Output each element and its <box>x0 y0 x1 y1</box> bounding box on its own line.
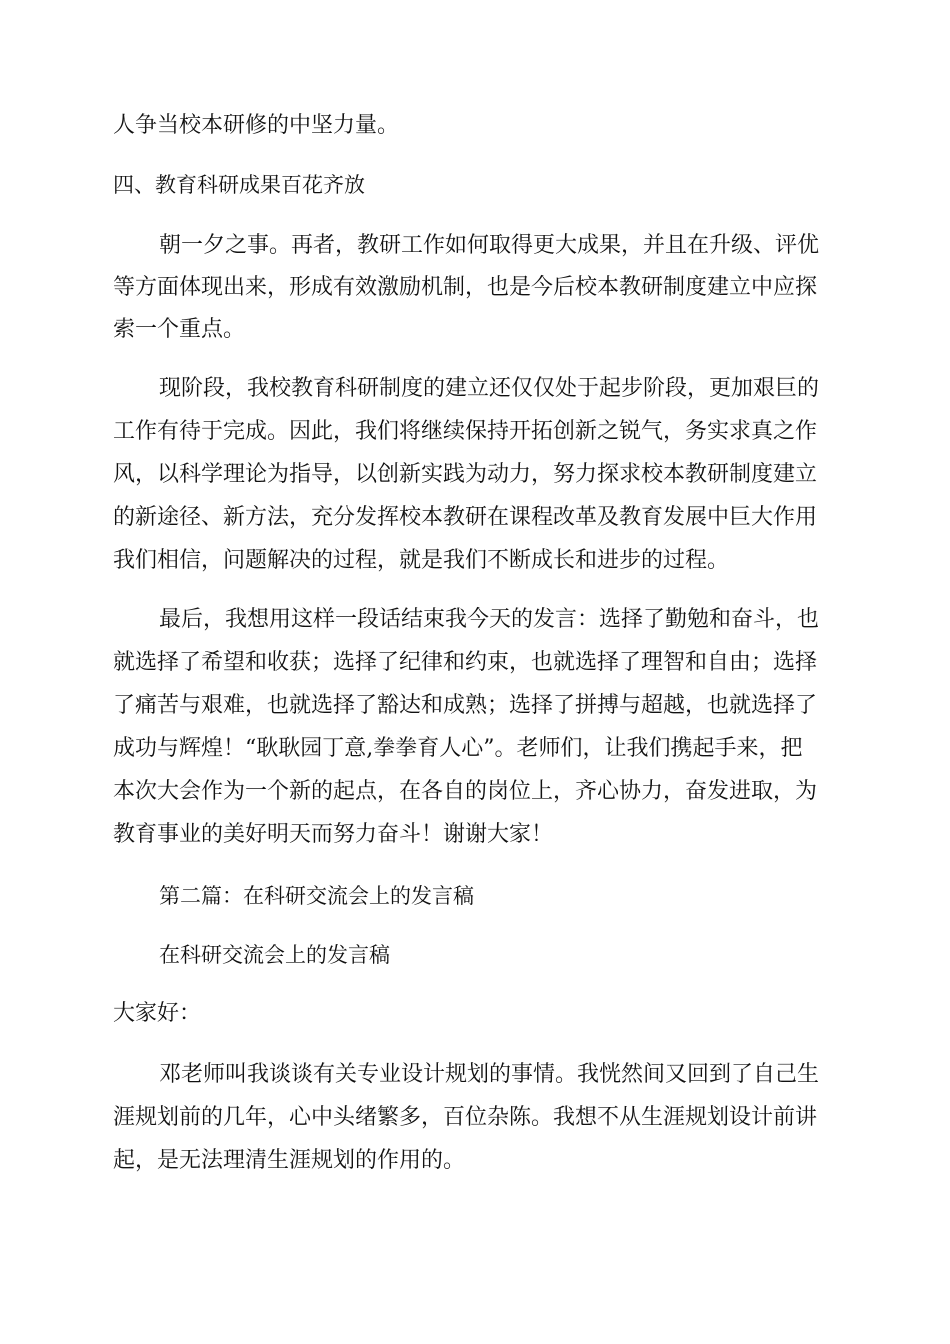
paragraph-line: 邓老师叫我谈谈有关专业设计规划的事情。我恍然间又回到了自己生 <box>159 1062 820 1087</box>
paragraph-line: 了痛苦与艰难，也就选择了豁达和成熟；选择了拼搏与超越，也就选择了 <box>113 693 818 718</box>
paragraph-line: 涯规划前的几年，心中头绪繁多，百位杂陈。我想不从生涯规划设计前讲 <box>113 1105 818 1130</box>
paragraph-line: 风，以科学理论为指导，以创新实践为动力，努力探求校本教研制度建立 <box>113 462 818 487</box>
paragraph-line: 索一个重点。 <box>113 317 246 342</box>
paragraph-line: 教育事业的美好明天而努力奋斗！谢谢大家！ <box>113 822 554 847</box>
paragraph-line: 等方面体现出来，形成有效激励机制，也是今后校本教研制度建立中应探 <box>113 275 818 300</box>
paragraph-line: 人争当校本研修的中坚力量。 <box>113 113 400 138</box>
paragraph-line: 的新途径、新方法，充分发挥校本教研在课程改革及教育发展中巨大作用 <box>113 505 818 530</box>
paragraph-line: 最后，我想用这样一段话结束我今天的发言：选择了勤勉和奋斗，也 <box>159 607 820 632</box>
chapter-heading: 第二篇：在科研交流会上的发言稿 <box>159 884 474 908</box>
section-heading: 四、教育科研成果百花齐放 <box>113 173 365 197</box>
greeting: 大家好： <box>113 1001 202 1026</box>
paragraph-line: 成功与辉煌！“耿耿园丁意,拳拳育人心”。老师们，让我们携起手来，把 <box>113 736 803 761</box>
paragraph-line: 起，是无法理清生涯规划的作用的。 <box>113 1148 466 1173</box>
paragraph-line: 工作有待于完成。因此，我们将继续保持开拓创新之锐气，务实求真之作 <box>113 419 818 444</box>
paragraph-line: 就选择了希望和收获；选择了纪律和约束，也就选择了理智和自由；选择 <box>113 650 818 675</box>
paragraph-line: 我们相信，问题解决的过程，就是我们不断成长和进步的过程。 <box>113 548 730 573</box>
paragraph-line: 本次大会作为一个新的起点，在各自的岗位上，齐心协力，奋发进取，为 <box>113 779 818 804</box>
paragraph-line: 朝一夕之事。再者，教研工作如何取得更大成果，并且在升级、评优 <box>159 233 820 258</box>
paragraph-line: 现阶段，我校教育科研制度的建立还仅仅处于起步阶段，更加艰巨的 <box>159 376 820 401</box>
speech-title: 在科研交流会上的发言稿 <box>159 943 390 967</box>
